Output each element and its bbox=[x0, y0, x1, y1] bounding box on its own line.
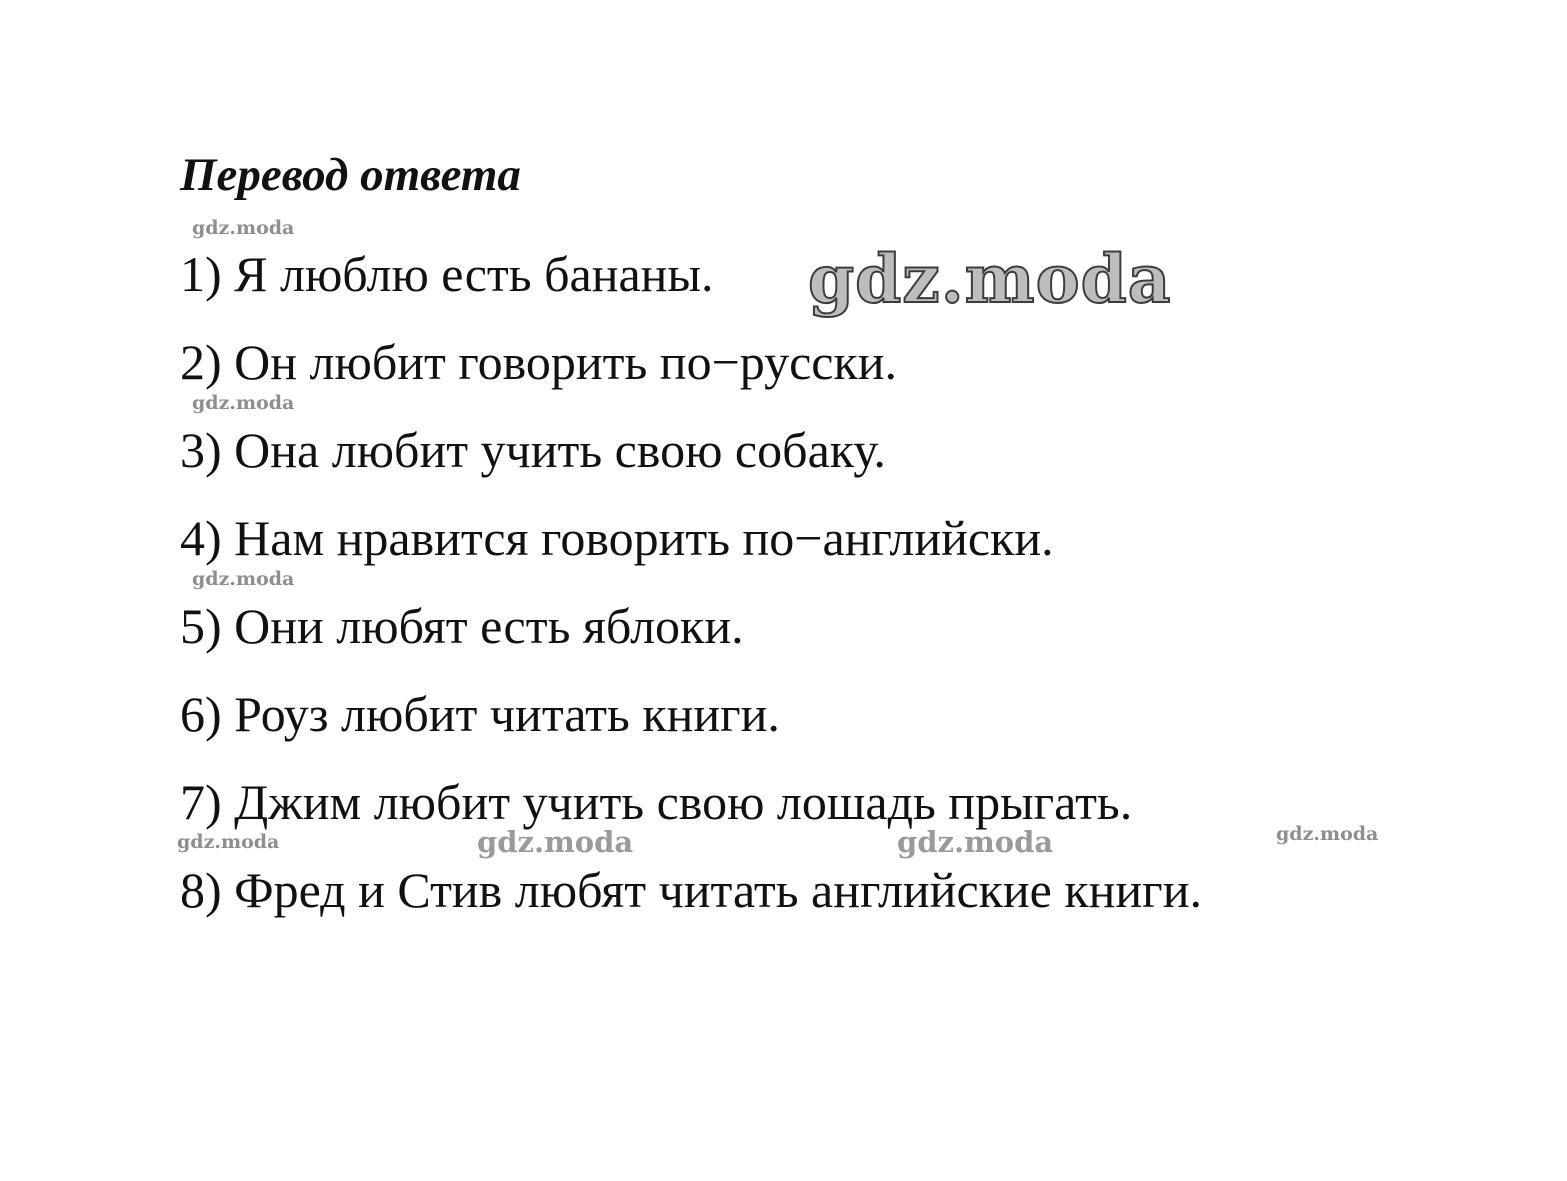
watermark-small-5: gdz.moda bbox=[1276, 823, 1379, 845]
answer-line-7: 7) Джим любит учить свою лошадь прыгать. bbox=[180, 774, 1133, 830]
watermark-mid-2: gdz.moda bbox=[897, 825, 1054, 859]
answer-line-4: 4) Нам нравится говорить по−английски. bbox=[180, 510, 1054, 566]
watermark-small-4: gdz.moda bbox=[177, 831, 280, 853]
answer-line-3: 3) Она любит учить свою собаку. bbox=[180, 422, 886, 478]
watermark-mid-1: gdz.moda bbox=[477, 825, 634, 859]
answer-line-2: 2) Он любит говорить по−русски. bbox=[180, 334, 898, 390]
watermark-small-1: gdz.moda bbox=[192, 217, 295, 239]
answer-line-5: 5) Они любят есть яблоки. bbox=[180, 598, 744, 654]
watermark-small-3: gdz.moda bbox=[192, 568, 295, 590]
answer-line-6: 6) Роуз любит читать книги. bbox=[180, 686, 780, 742]
answer-line-1: 1) Я люблю есть бананы. bbox=[180, 246, 714, 302]
answer-line-8: 8) Фред и Стив любят читать английские книги. bbox=[180, 862, 1202, 918]
watermark-small-2: gdz.moda bbox=[192, 392, 295, 414]
heading: Перевод ответа bbox=[180, 149, 521, 201]
watermark-large: gdz.moda bbox=[808, 240, 1172, 318]
